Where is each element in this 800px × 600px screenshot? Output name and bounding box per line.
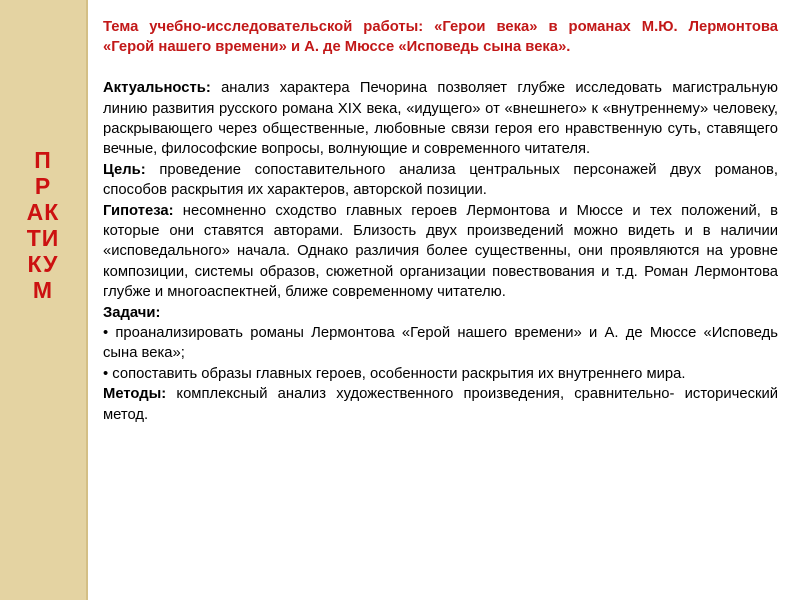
relevance-label: Актуальность: <box>103 80 211 97</box>
tasks-label: Задачи: <box>103 304 161 321</box>
relevance-text: анализ характера Печорина позволяет глубже исследовать магистральную линию развития русского романа XIX века, «идущего» от «внешнего» к «внутреннему» человеку, раскрывающего через общественные, любовные связи героя его нравственную суть, ставящего вечные, философские вопросы, волнующие и современного читателя. <box>103 80 778 158</box>
sidebar-letter: ТИ <box>26 225 60 251</box>
methods-label: Методы: <box>103 386 167 403</box>
task-item: • сопоставить образы главных героев, особенности раскрытия их внутреннего мира. <box>103 365 686 382</box>
hypothesis-text: несомненно сходство главных героев Лермонтова и Мюссе и тех положений, в которые они ставятся авторами. Близость двух произведений можно видеть и в наличии «исповедального» начала. Однако различия более существенны, они проявляются на уровне композиции, системы образов, сюжетной организации повествования и т.д. Роман Лермонтова глубже и многоаспектней, ближе современному читателю. <box>103 202 778 301</box>
sidebar-panel <box>0 0 88 600</box>
goal-label: Цель: <box>103 161 146 178</box>
relevance-paragraph <box>103 78 778 160</box>
goal-text: проведение сопоставительного анализа центральных персонажей двух романов, способов раскрытия их характеров, авторской позиции. <box>103 161 778 199</box>
sidebar-letter: П <box>34 147 52 173</box>
research-title: Тема учебно-исследовательской работы: «Герои века» в романах М.Ю. Лермонтова «Герой нашего времени» и А. де Мюссе «Исповедь сына века». <box>103 19 778 56</box>
main-content <box>103 17 778 425</box>
sidebar-letter: М <box>32 277 54 303</box>
sidebar-letter: АК <box>26 199 60 225</box>
sidebar-letter: КУ <box>27 251 59 277</box>
task-item: • проанализировать романы Лермонтова «Герой нашего времени» и А. де Мюссе «Исповедь сына века»; <box>103 325 778 362</box>
methods-text: комплексный анализ художественного произведения, сравнительно- исторический метод. <box>103 386 778 423</box>
sidebar-letter: Р <box>34 173 52 199</box>
methods-paragraph <box>103 384 778 425</box>
sidebar-vertical-word <box>0 147 86 303</box>
hypothesis-paragraph <box>103 201 778 303</box>
spacer <box>103 58 778 78</box>
goal-paragraph <box>103 160 778 201</box>
hypothesis-label: Гипотеза: <box>103 202 174 219</box>
tasks-heading <box>103 303 778 323</box>
